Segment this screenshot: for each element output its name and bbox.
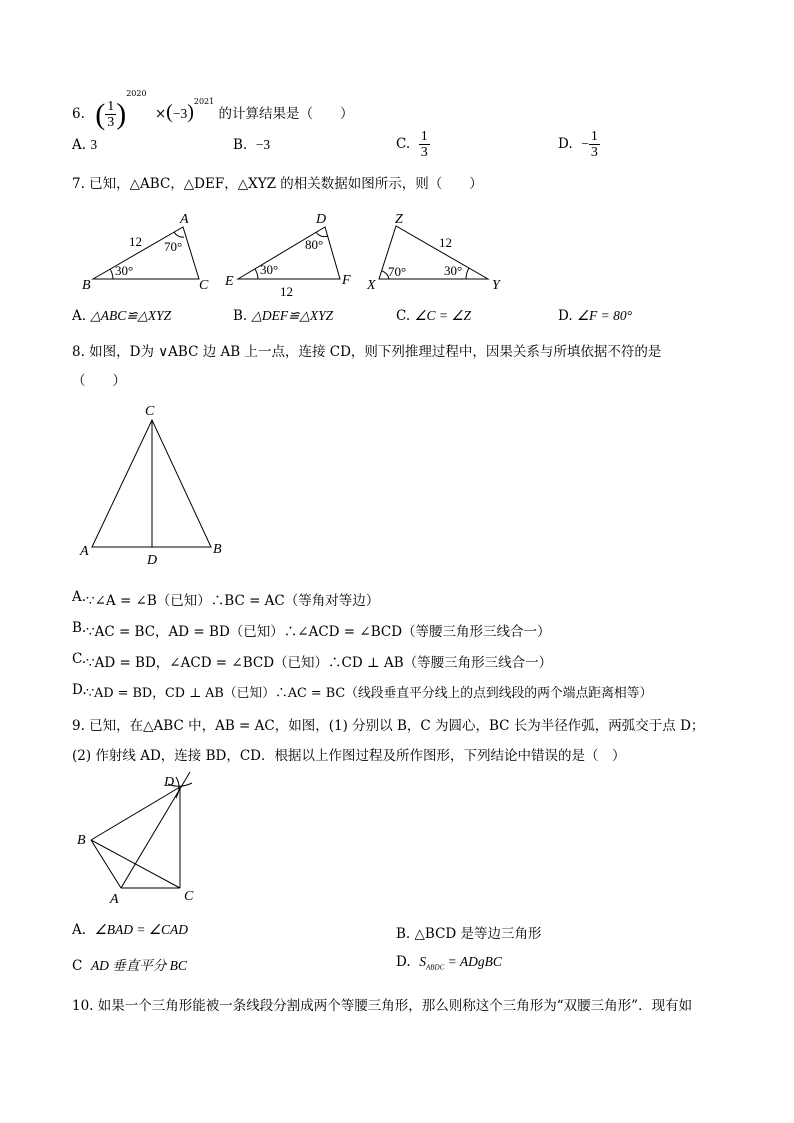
triangle-xyz xyxy=(366,212,502,293)
q9-option-b[interactable]: B. △BCD 是等边三角形 xyxy=(396,926,542,942)
q6-option-b[interactable]: B. −3 xyxy=(233,137,271,153)
q9-stem-line2: (2) 作射线 AD，连接 BD，CD．根据以上作图过程及所作图形，下列结论中错误的是（ ） xyxy=(72,748,626,764)
q6-number: 6. xyxy=(72,106,85,122)
triangle-def xyxy=(224,212,351,299)
q6-fraction: $\frac{1}{3}$ xyxy=(107,99,115,130)
q8-option-d-label: D. xyxy=(72,682,87,698)
q9-option-c[interactable]: C AD 垂直平分 BC xyxy=(72,958,187,974)
q9-stem-line1: 9. 已知，在△ABC 中，AB = AC，如图，(1) 分别以 B，C 为圆心，BC 长为半径作弧，两弧交于点 D； xyxy=(72,718,705,734)
q7-option-d[interactable]: D. ∠F = 80° xyxy=(558,308,633,324)
q7-angle-b: 30° xyxy=(115,263,134,278)
q6-exp2: 2021 xyxy=(193,97,215,106)
q9-option-a[interactable]: A. ∠BAD = ∠CAD xyxy=(72,922,188,938)
q8-label-c: C xyxy=(145,404,155,419)
q8-option-d[interactable]: ∵AD = BD，CD ⊥ AB（已知）∴AC = BC（线段垂直平分线上的点到线段的两个端点距离相等） xyxy=(86,686,653,701)
q8-label-b: B xyxy=(213,542,222,557)
q8-label-a: A xyxy=(80,544,89,559)
q9-label-b: B xyxy=(77,833,86,848)
q9-label-a: A xyxy=(110,892,119,907)
q7-option-b[interactable]: B. △DEF≌△XYZ xyxy=(233,308,334,324)
q8-label-d: D xyxy=(147,553,158,568)
q7-side-ab: 12 xyxy=(129,234,142,249)
q7-label-f: F xyxy=(342,273,351,288)
q8-figure xyxy=(75,400,235,570)
q7-figures xyxy=(70,205,530,300)
q6-option-c[interactable]: C. $\frac{1}{3}$ xyxy=(396,129,428,160)
q7-label-x: X xyxy=(367,278,376,293)
q7-angle-x: 70° xyxy=(388,264,407,279)
q9-figure xyxy=(72,768,202,908)
q6-option-d[interactable]: D. − $\frac{1}{3}$ xyxy=(558,129,598,160)
q7-label-e: E xyxy=(225,274,234,289)
q8-option-a-label: A. xyxy=(72,589,87,605)
q7-option-c[interactable]: C. ∠C = ∠Z xyxy=(396,308,472,324)
q7-label-d: D xyxy=(316,212,327,227)
q8-option-c[interactable]: ∵AD = BD，∠ACD = ∠BCD（已知）∴CD ⊥ AB（等腰三角形三线合一） xyxy=(86,655,553,671)
q7-stem: 7. 已知，△ABC，△DEF，△XYZ 的相关数据如图所示，则（ ） xyxy=(72,176,483,192)
q7-angle-d: 80° xyxy=(305,237,324,252)
q8-option-b[interactable]: ∵AC = BC，AD = BD（已知）∴∠ACD = ∠BCD（等腰三角形三线合一） xyxy=(86,624,551,640)
q8-option-b-label: B. xyxy=(72,620,87,636)
triangle-abc xyxy=(82,212,209,293)
q6-stem: 6. ( $\frac{1}{3}$ )$^{2020} \times(-3)^{2021}$ 的计算结果是（ ） xyxy=(72,89,354,131)
q6-tail: 的计算结果是（ ） xyxy=(218,106,354,122)
q6-exp1: 2020 xyxy=(126,89,147,98)
q7-label-y: Y xyxy=(492,278,500,293)
q6-option-a[interactable]: A. 3 xyxy=(72,137,98,153)
q7-side-zy: 12 xyxy=(439,235,452,250)
q8-option-a[interactable]: ∵∠A = ∠B（已知）∴BC = AC（等角对等边） xyxy=(86,593,380,609)
q7-angle-a: 70° xyxy=(164,239,183,254)
q7-label-c: C xyxy=(199,278,209,293)
q7-label-b: B xyxy=(82,278,91,293)
q7-label-a: A xyxy=(180,212,189,227)
q9-option-d[interactable]: D. $S_{ABDC}$ = ADgBC xyxy=(396,954,502,972)
q7-angle-e: 30° xyxy=(260,262,279,277)
q7-option-a[interactable]: A. △ABC≌△XYZ xyxy=(72,308,172,324)
q10-stem: 10. 如果一个三角形能被一条线段分割成两个等腰三角形，那么则称这个三角形为“双腰三角形”．现有如 xyxy=(72,998,693,1014)
q9-label-c: C xyxy=(184,889,194,904)
q7-label-z: Z xyxy=(395,212,403,227)
q7-side-ef: 12 xyxy=(280,284,293,299)
q7-angle-y: 30° xyxy=(444,263,463,278)
q9-label-d: D xyxy=(164,775,175,790)
q8-option-c-label: C. xyxy=(72,651,87,667)
q8-stem-line2: （ ） xyxy=(72,373,126,389)
q8-stem-line1: 8. 如图，D为 ∨ABC 边 AB 上一点，连接 CD，则下列推理过程中，因果关系与所填依据不符的是 xyxy=(72,344,662,360)
